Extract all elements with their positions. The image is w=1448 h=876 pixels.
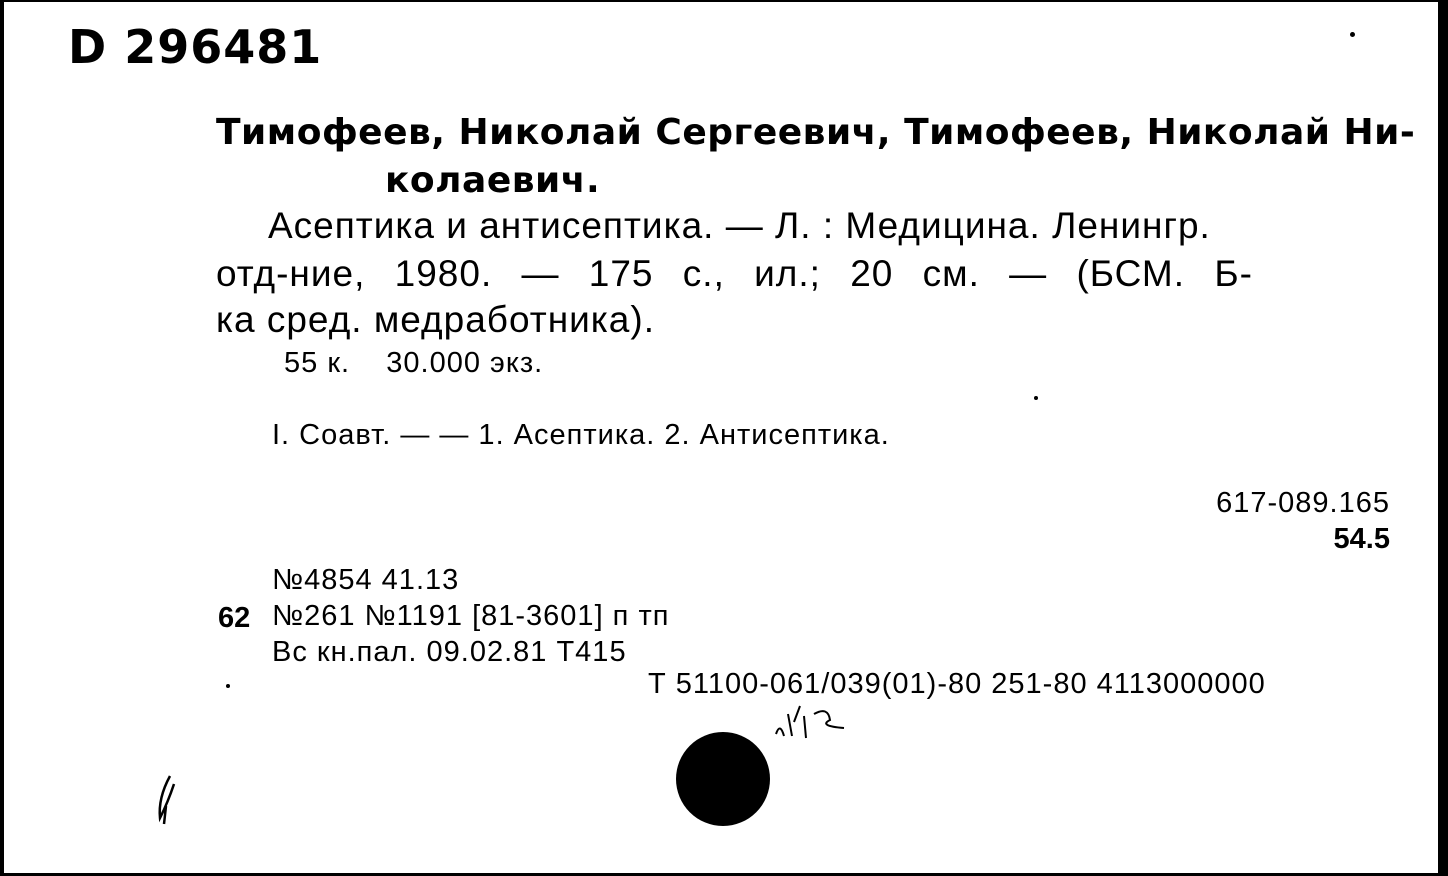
card-right-edge: [1438, 0, 1448, 876]
title-line-2: отд-ние, 1980. — 175 с., ил.; 20 см. — (БСМ. Б-: [216, 253, 1253, 294]
title-line-3: ка сред. медработника).: [216, 299, 655, 340]
speck: [226, 684, 230, 688]
authors-line-1: Тимофеев, Николай Сергеевич, Тимофеев, Николай Ни-: [216, 112, 1416, 153]
card-left-edge: [0, 0, 4, 876]
speck: [1350, 32, 1355, 37]
order-line-4: Т 51100-061/039(01)-80 251-80 4113000000: [648, 668, 1266, 700]
authors-line-2: колаевич.: [385, 160, 601, 201]
price-and-print-run: 55 к. 30.000 экз.: [284, 347, 544, 379]
order-line-1: №4854 41.13: [272, 564, 460, 596]
order-line-3: Вс кн.пал. 09.02.81 Т415: [272, 636, 627, 668]
order-line-2: №261 №1191 [81-3601] п тп: [272, 600, 670, 632]
order-prefix: 62: [218, 602, 251, 634]
classification-code-2: 54.5: [1333, 523, 1390, 555]
subject-headings: I. Соавт. — — 1. Асептика. 2. Антисептика.: [272, 419, 890, 451]
classification-code: 617-089.165: [1216, 487, 1390, 519]
pencil-mark: [148, 772, 188, 828]
speck: [1034, 396, 1038, 400]
card-top-edge: [0, 0, 1448, 2]
inventory-stamp: D 296481: [68, 20, 323, 74]
punch-hole: [676, 732, 770, 826]
title-line-1: Асептика и антисептика. — Л. : Медицина. Ленингр.: [268, 205, 1211, 246]
pencil-mark: [770, 696, 860, 746]
